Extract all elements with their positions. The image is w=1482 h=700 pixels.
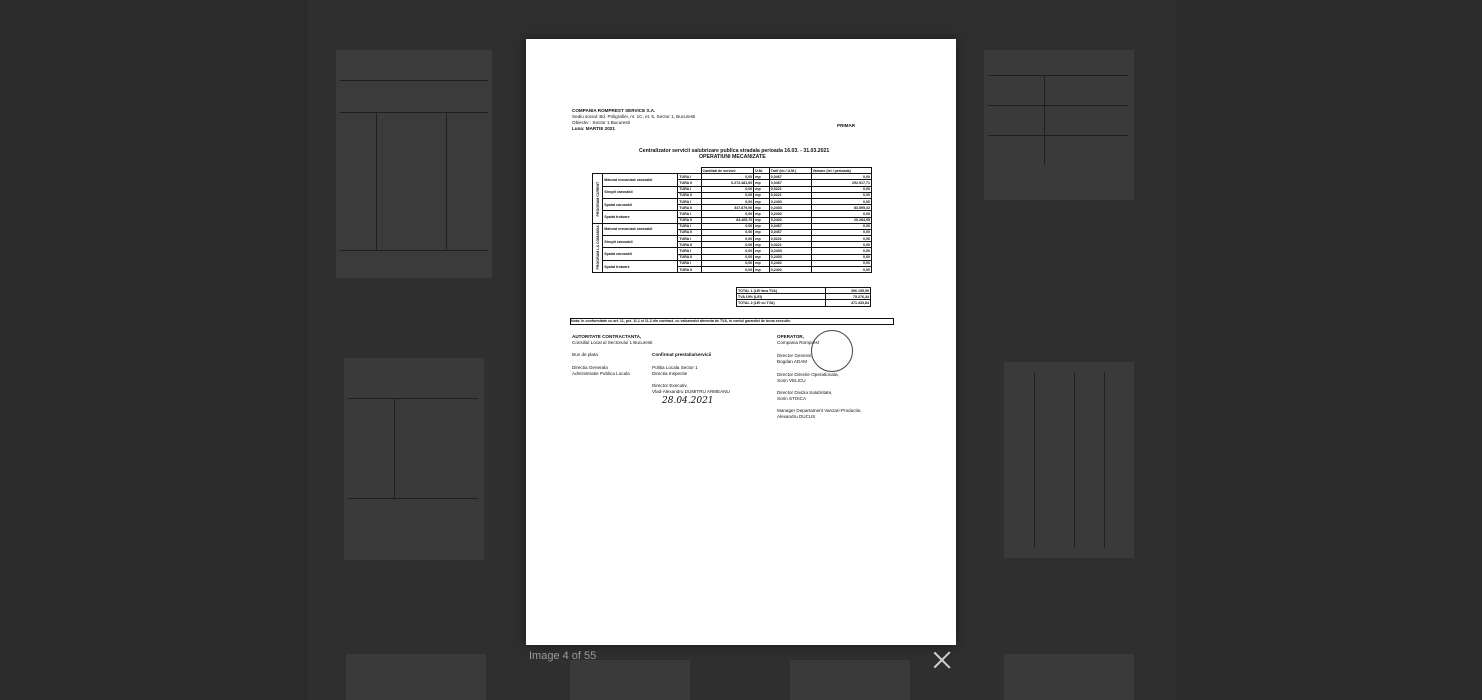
table-cell: 292.917,71 <box>811 180 871 186</box>
director-general-name: Bogdan ADAM <box>777 359 808 364</box>
table-cell: TURA II <box>678 217 701 223</box>
table-cell: 0,00 <box>811 242 871 248</box>
table-cell: mp <box>754 223 770 229</box>
table-cell: mp <box>754 211 770 217</box>
table-cell: 0,2402 <box>769 267 811 273</box>
document-subtitle: OPERATIUNI MECANIZATE <box>699 154 766 160</box>
table-cell: 0,00 <box>811 260 871 266</box>
table-cell: TURA I <box>678 174 701 180</box>
operator-company: Compania Romprest <box>777 340 820 345</box>
table-cell: 0,00 <box>701 242 754 248</box>
table-cell: mp <box>754 205 770 211</box>
table-cell: 347.879,00 <box>701 205 754 211</box>
table-cell: mp <box>754 236 770 242</box>
table-cell: 0,00 <box>811 223 871 229</box>
table-cell: 0,00 <box>811 236 871 242</box>
table-cell: TURA I <box>678 223 701 229</box>
primar-label: PRIMAR <box>837 123 856 128</box>
table-cell: Spalat carosabil <box>603 198 678 210</box>
table-header-cell: U.M. <box>754 168 770 174</box>
table-cell: TURA II <box>678 242 701 248</box>
director-operational-label: Director Directie Operationala, <box>777 372 839 377</box>
bun-de-plata: Bun de plata <box>572 352 598 357</box>
services-table <box>592 167 872 273</box>
table-cell: TURA II <box>678 254 701 260</box>
document-title: Centralizator servicii salubrizare publica stradala perioada 16.03. - 31.03.2021 <box>639 148 830 154</box>
table-cell: TURA I <box>678 236 701 242</box>
image-counter: Image 4 of 55 <box>529 650 597 662</box>
close-icon[interactable] <box>930 648 954 672</box>
table-cell: 6.272.481,60 <box>701 180 754 186</box>
table-cell: 84.465,70 <box>701 217 754 223</box>
table-cell: 0,00 <box>701 267 754 273</box>
table-cell: TURA II <box>678 229 701 235</box>
table-cell: 0,00 <box>811 174 871 180</box>
director-general-label: Director General, <box>777 353 812 358</box>
table-cell: 0,00 <box>811 198 871 204</box>
table-cell: 0,00 <box>811 211 871 217</box>
table-cell: mp <box>754 174 770 180</box>
table-cell: TURA II <box>678 180 701 186</box>
table-cell: 0,0467 <box>769 229 811 235</box>
table-cell: Maturat mecanizat carosabil <box>603 223 678 235</box>
table-cell: TURA II <box>678 192 701 198</box>
table-cell: mp <box>754 242 770 248</box>
table-cell: 0,2403 <box>769 248 811 254</box>
table-cell: mp <box>754 217 770 223</box>
table-cell: mp <box>754 198 770 204</box>
director-salubritate-label: Director Divizia Salubritate, <box>777 390 833 395</box>
table-cell: Stropit carosabil <box>603 186 678 198</box>
table-cell: 0,00 <box>701 192 754 198</box>
company-objective: Obiectiv : Sector 1 Bucuresti <box>572 120 630 125</box>
totals-label: TVA 19% (LEI) <box>737 294 826 300</box>
table-cell: TURA I <box>678 211 701 217</box>
table-cell: TURA I <box>678 248 701 254</box>
totals-row <box>737 300 871 306</box>
table-cell: 0,00 <box>811 254 871 260</box>
table-cell: 0,2402 <box>769 217 811 223</box>
table-cell: 0,2403 <box>769 205 811 211</box>
table-cell: 0,00 <box>701 174 754 180</box>
totals-value: 471.433,84 <box>826 300 871 306</box>
table-cell: TURA II <box>678 267 701 273</box>
company-month: Luna: MARTIE 2021 <box>572 126 615 131</box>
table-cell: 0,0467 <box>769 174 811 180</box>
totals-value: 396.155,59 <box>826 288 871 294</box>
table-cell: 0,00 <box>701 229 754 235</box>
table-cell: 0,0221 <box>769 242 811 248</box>
table-cell: 0,00 <box>811 192 871 198</box>
politia-locala: Politia Locala Sector 1 <box>652 365 698 370</box>
lightbox-image <box>526 39 956 645</box>
totals-value: 75.276,34 <box>826 294 871 300</box>
director-salubritate-name: Sorin STOICA <box>777 396 807 401</box>
table-cell: TURA I <box>678 260 701 266</box>
operator-title: OPERATOR, <box>777 334 804 339</box>
table-cell: 0,2402 <box>769 211 811 217</box>
table-cell: 0,0221 <box>769 192 811 198</box>
table-cell: 0,0221 <box>769 236 811 242</box>
table-cell: 0,2402 <box>769 260 811 266</box>
table-cell: mp <box>754 248 770 254</box>
note-text: Nota: In conformitate cu art. 11, pct. 11.1 si 11.2 din contract, cu valoarea/zi aferenta de TVA, in contul garantiei de buna executie. <box>570 318 894 325</box>
administratie-publica: Administratie Publica Locala <box>572 371 630 376</box>
group-label: PROGRAM LA COMANDA <box>593 223 603 273</box>
table-cell: 0,00 <box>811 186 871 192</box>
company-address: Sediu social: Bd. Poligrafiei, nr. 1C, et. 5, Sector 1, Bucuresti <box>572 114 696 119</box>
group-label: PROGRAM CURENT <box>593 174 603 224</box>
table-cell: Maturat mecanizat carosabil <box>603 174 678 186</box>
table-cell: 0,00 <box>701 223 754 229</box>
signature-date: 28.04.2021 <box>662 396 714 406</box>
scanned-document <box>526 39 956 645</box>
table-cell: 0,0221 <box>769 186 811 192</box>
table-cell: mp <box>754 260 770 266</box>
table-cell: 0,00 <box>701 198 754 204</box>
totals-table <box>736 287 871 307</box>
director-executiv: Director Executiv, <box>652 383 688 388</box>
directia-generala: Directia Generala <box>572 365 608 370</box>
table-cell: 0,00 <box>701 260 754 266</box>
table-cell: 0,00 <box>701 186 754 192</box>
table-cell: mp <box>754 229 770 235</box>
table-cell: 0,0467 <box>769 180 811 186</box>
authority-name: Consiliul Local al Sectorului 1 Bucuresti <box>572 340 653 345</box>
totals-label: TOTAL 2 (LEI cu TVA) <box>737 300 826 306</box>
totals-label: TOTAL 1 (LEI fara TVA) <box>737 288 826 294</box>
table-cell: Stropit carosabil <box>603 236 678 248</box>
table-cell: 0,00 <box>701 211 754 217</box>
table-cell: Spalat carosabil <box>603 248 678 260</box>
table-cell: 0,2403 <box>769 254 811 260</box>
manager-label: Manager Departament Vanzari-Productie, <box>777 408 862 413</box>
manager-name: Alexandru DUCUS <box>777 414 816 419</box>
confirmat-label: Confirmat prestatia/servicii <box>652 352 712 357</box>
company-stamp <box>811 330 853 372</box>
authority-title: AUTORITATE CONTRACTANTA, <box>572 334 642 339</box>
table-cell: Spalat trotuare <box>603 211 678 223</box>
table-cell: mp <box>754 180 770 186</box>
table-cell: 0,00 <box>701 236 754 242</box>
company-name: COMPANIA ROMPREST SERVICE S.A. <box>572 108 656 113</box>
table-cell: TURA I <box>678 198 701 204</box>
table-cell: 0,00 <box>701 254 754 260</box>
table-cell: TURA II <box>678 205 701 211</box>
table-cell: 0,2403 <box>769 198 811 204</box>
director-executiv-name: Vlad-Alexandru DUMITRU ARMEANU <box>652 389 730 394</box>
table-cell: mp <box>754 254 770 260</box>
table-header-cell: Valoare (lei / perioada) <box>811 168 871 174</box>
table-header-cell: Tarif (lei / U.M.) <box>769 168 811 174</box>
table-cell: 20.284,95 <box>811 217 871 223</box>
table-cell: 0,0467 <box>769 223 811 229</box>
table-cell: mp <box>754 267 770 273</box>
table-cell: 0,00 <box>811 229 871 235</box>
table-cell: 0,00 <box>811 248 871 254</box>
table-cell: 0,00 <box>811 267 871 273</box>
table-cell: mp <box>754 186 770 192</box>
table-cell: mp <box>754 192 770 198</box>
table-cell: 0,00 <box>701 248 754 254</box>
director-operational-name: Sorin VELICU <box>777 378 806 383</box>
table-cell: Spalat trotuare <box>603 260 678 272</box>
table-header-cell: Cantitati de servicii <box>701 168 754 174</box>
directia-inspectie: Directia Inspectie <box>652 371 688 376</box>
table-cell: 83.595,32 <box>811 205 871 211</box>
table-cell: TURA I <box>678 186 701 192</box>
